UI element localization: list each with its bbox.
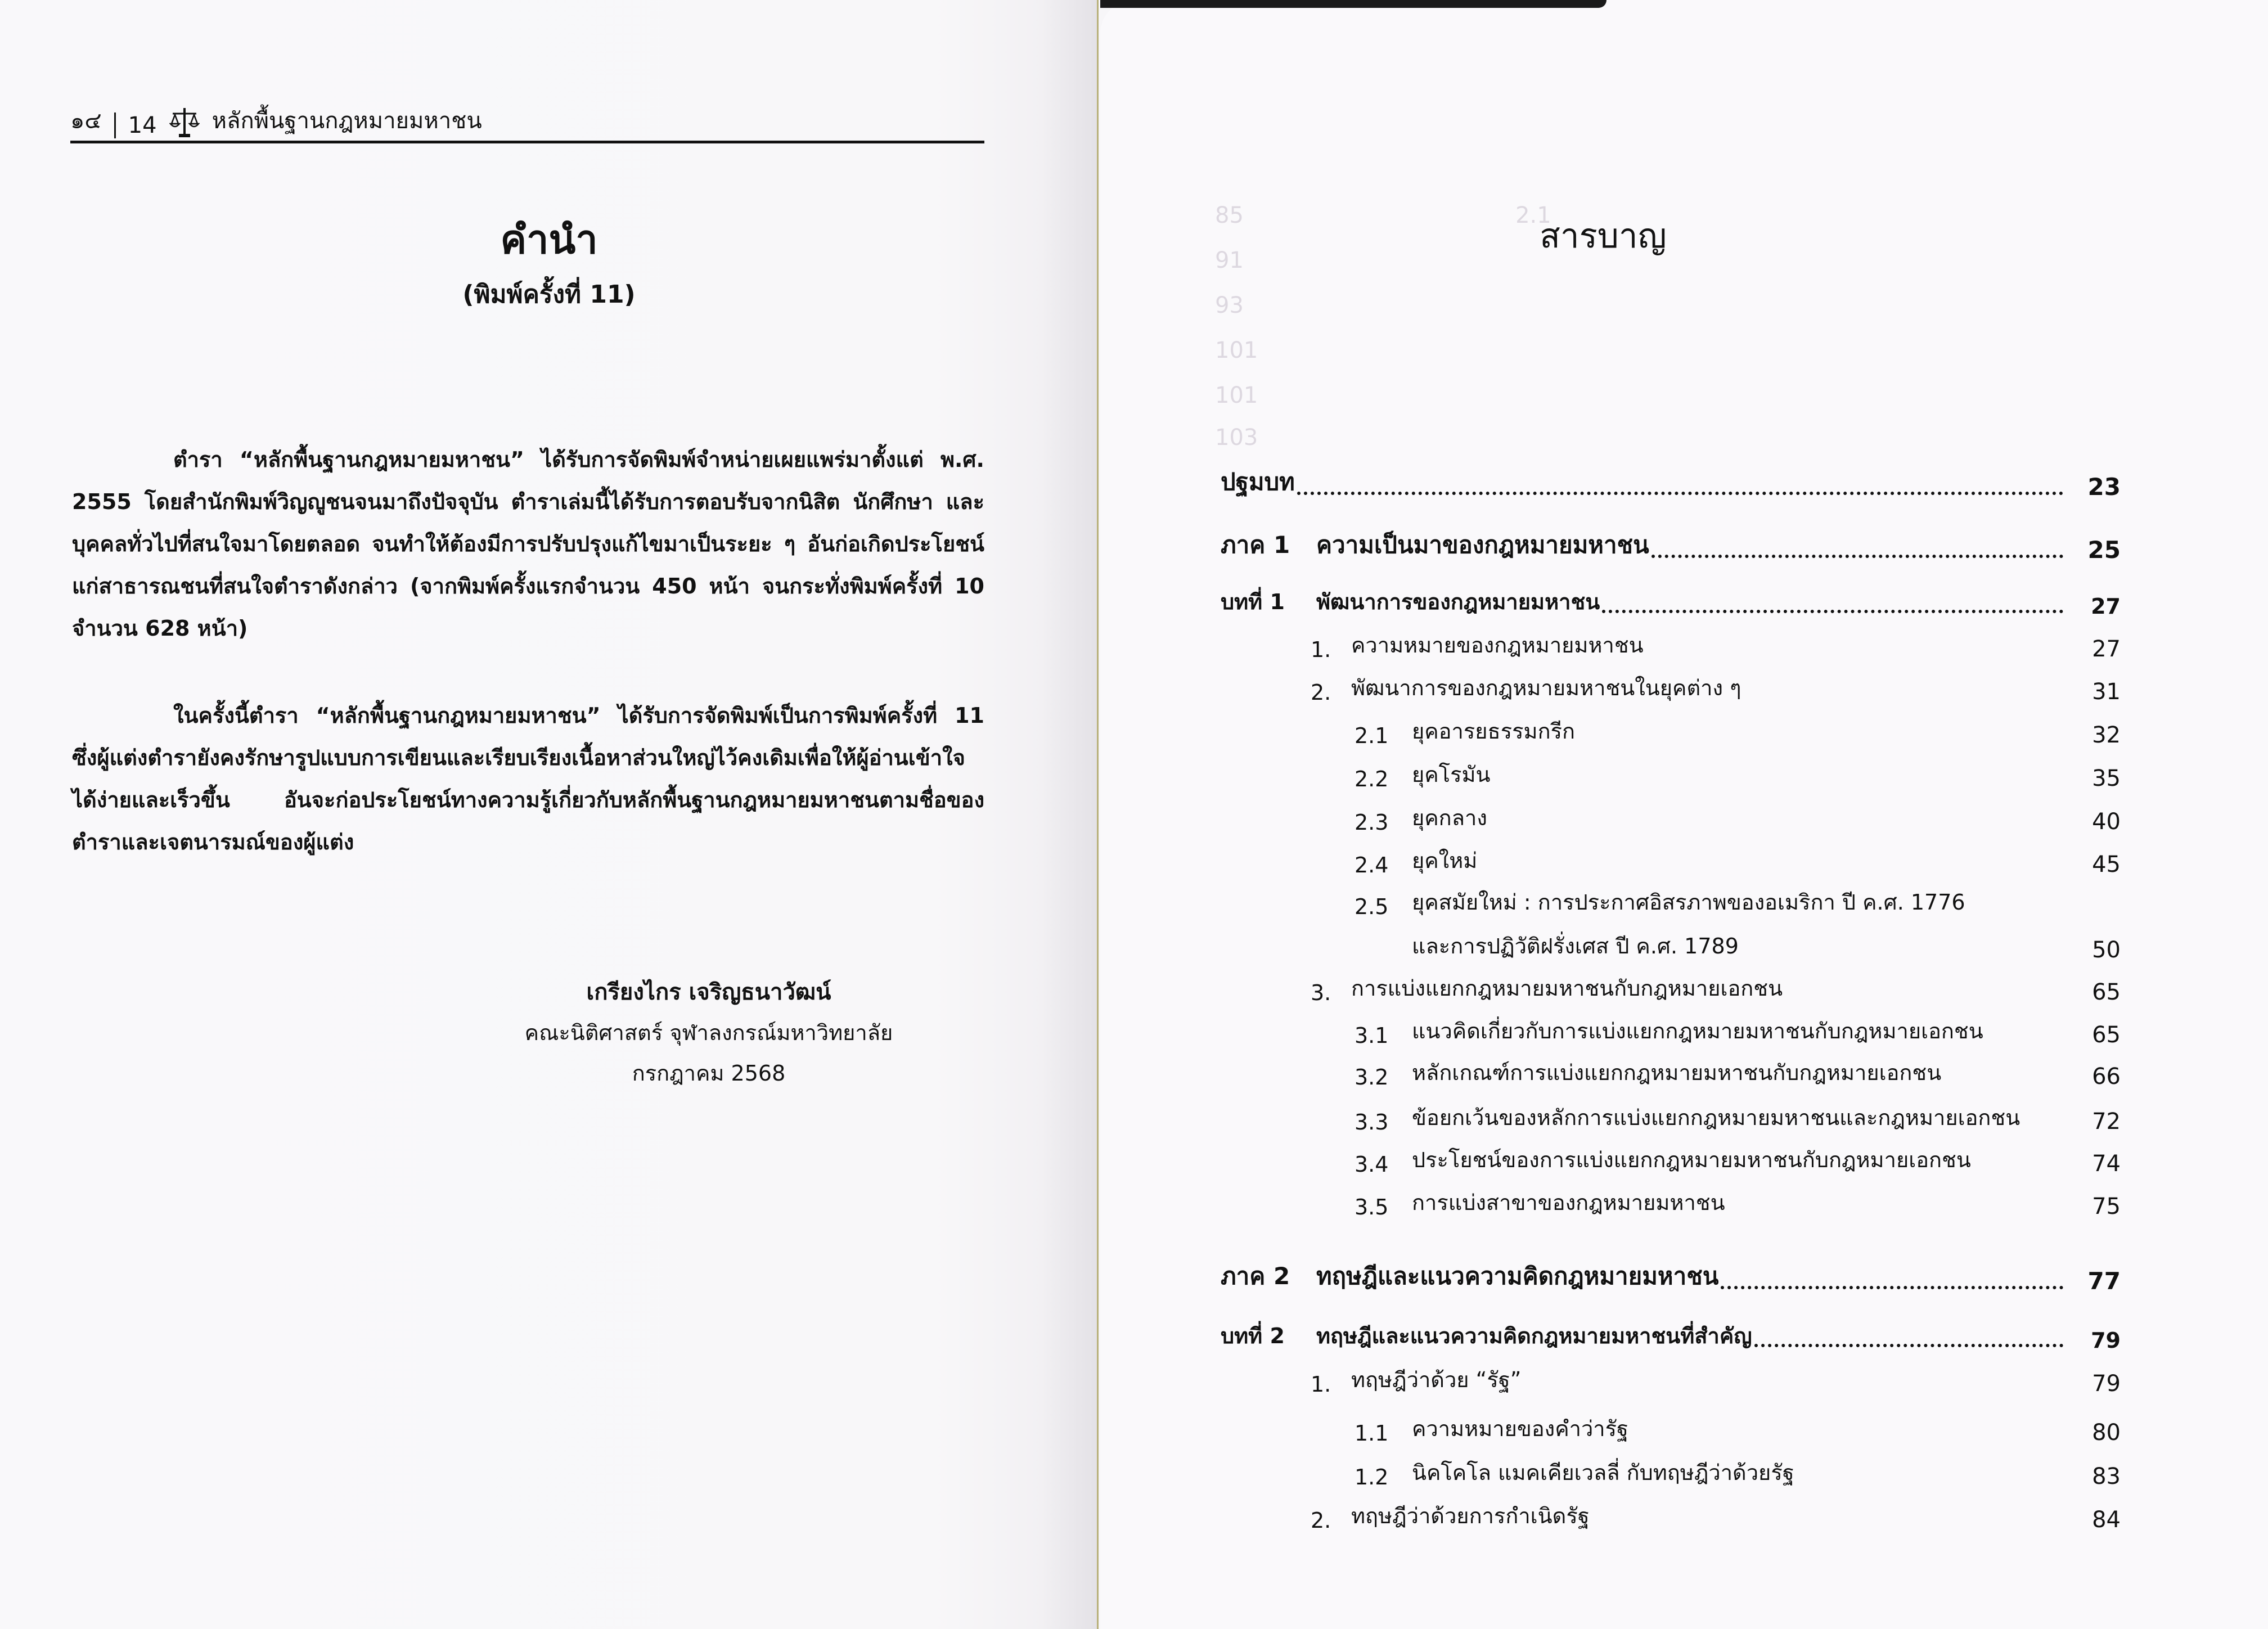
toc-entry-number: 1. (1311, 1372, 1331, 1397)
bleed-through-text: 101 (1215, 382, 1258, 408)
toc-entry-label: หลักเกณฑ์การแบ่งแยกกฎหมายมหาชนกับกฎหมายเอกชน (1412, 1060, 1942, 1085)
signature-block (495, 972, 922, 1094)
toc-entry (1221, 1363, 2121, 1397)
toc-page-number: 35 (2092, 766, 2121, 791)
toc-page-number: 74 (2092, 1151, 2121, 1177)
toc-entry-number: 2. (1311, 680, 1331, 705)
toc-entry-label: ข้อยกเว้นของหลักการแบ่งแยกกฎหมายมหาชนและกฎหมายเอกชน (1412, 1105, 2020, 1130)
dot-leader (1602, 610, 2063, 613)
toc-title: สารบาญ (1540, 217, 1667, 256)
toc-entry-label: ประโยชน์ของการแบ่งแยกกฎหมายมหาชนกับกฎหมายเอกชน (1412, 1148, 1971, 1172)
paragraph-text: ตำรา “หลักพื้นฐานกฎหมายมหาชน” ได้รับการจัดพิมพ์จำหน่ายเผยแพร่มาตั้งแต่ พ.ศ. 2555 โดยสำนักพิมพ์วิญญูชนจนมาถึงปัจจุบัน ตำราเล่มนี้ได้รับการตอบรับจากนิสิต นักศึกษา และบุคคลทั่วไปที่สนใจมาโดยตลอด จนทำให้ต้องมีการปรับปรุงแก้ไขมาเป็นระยะ ๆ อันก่อเกิดประโยชน์แก่สาธารณชนที่สนใจตำราดังกล่าว (จากพิมพ์ครั้งแรกจำนวน 450 หน้า จนกระทั่งพิมพ์ครั้งที่ 10 จำนวน 628 หน้า) (72, 447, 984, 641)
toc-entry (1221, 1014, 2121, 1048)
toc-entry-label: ความหมายของคำว่ารัฐ (1412, 1416, 1629, 1441)
toc-page-number: 45 (2092, 852, 2121, 878)
dot-leader (1754, 1344, 2063, 1347)
toc-entry (1221, 844, 2121, 878)
preface-date: กรกฎาคม 2568 (632, 1061, 786, 1086)
author-name: เกรียงไกร เจริญธนาวัฒน์ (586, 979, 831, 1005)
toc-entry (1221, 1101, 2121, 1135)
toc-page-number: 84 (2092, 1507, 2121, 1533)
toc-entry-label: การแบ่งแยกกฎหมายมหาชนกับกฎหมายเอกชน (1351, 976, 1783, 1001)
book-title: หลักพื้นฐานกฎหมายมหาชน (212, 108, 482, 134)
toc-page-number: 25 (2087, 536, 2121, 564)
toc-entry-number: 3.2 (1354, 1065, 1389, 1090)
toc-page-number: 23 (2087, 473, 2121, 501)
dot-leader (1297, 492, 2063, 495)
preface-paragraph-1 (72, 439, 984, 650)
toc-entry-label: ทฤษฎีและแนวความคิดกฎหมายมหาชน (1316, 1262, 1719, 1290)
dot-leader (1652, 555, 2063, 558)
toc-entry (1221, 628, 2121, 662)
toc-entry-label: และการปฏิวัติฝรั่งเศส ปี ค.ศ. 1789 (1412, 934, 1739, 958)
toc-entry-label: พัฒนาการของกฎหมายมหาชนในยุคต่าง ๆ (1351, 676, 1742, 700)
toc-entry (1221, 1261, 2121, 1295)
toc-page-number: 83 (2092, 1464, 2121, 1490)
bleed-through-text: 91 (1215, 248, 1244, 273)
toc-entry (1221, 929, 2121, 963)
toc-page-number: 27 (2091, 594, 2121, 619)
toc-entry (1221, 758, 2121, 791)
toc-entry-label: ความเป็นมาของกฎหมายมหาชน (1316, 531, 1649, 559)
toc-entry (1221, 1412, 2121, 1446)
toc-page-number: 50 (2092, 937, 2121, 963)
toc-entry-label: ปฐมบท (1221, 468, 1295, 496)
page-edge-shadow (1100, 0, 1606, 8)
paragraph-text: ในครั้งนี้ตำรา “หลักพื้นฐานกฎหมายมหาชน” ได้รับการจัดพิมพ์เป็นการพิมพ์ครั้งที่ 11 ซึ่งผู้แต่งตำรายังคงรักษารูปแบบการเขียนและเรียบเรียงเนื้อหาส่วนใหญ่ไว้คงเดิมเพื่อให้ผู้อ่านเข้าใจได้ง่ายและเร็วขึ้น อันจะก่อประโยชน์ทางความรู้เกี่ยวกับหลักพื้นฐานกฎหมายมหาชนตามชื่อของตำราและเจตนารมณ์ของผู้แต่ง (72, 703, 984, 854)
toc-entry (1221, 1319, 2121, 1353)
toc-entry (1221, 971, 2121, 1005)
header-separator (114, 112, 116, 138)
bleed-through-text: 103 (1215, 425, 1258, 451)
toc-entry-number: 2.3 (1354, 810, 1389, 835)
toc-entry (1221, 1456, 2121, 1490)
toc-entry-number: ภาค 2 (1221, 1262, 1290, 1290)
thai-page-number: ๑๔ (70, 108, 102, 134)
bleed-through-text: 93 (1215, 292, 1244, 318)
toc-entry-label: ทฤษฎีว่าด้วยการกำเนิดรัฐ (1351, 1504, 1590, 1528)
toc-entry (1221, 714, 2121, 748)
toc-entry-number: 2.5 (1354, 894, 1389, 919)
toc-page-number: 31 (2092, 679, 2121, 705)
toc-entry (1221, 530, 2121, 564)
toc-page-number: 77 (2087, 1267, 2121, 1295)
page-number: 14 (128, 112, 157, 138)
toc-page-number: 79 (2092, 1371, 2121, 1397)
toc-entry-label: ยุคอารยธรรมกรีก (1412, 719, 1576, 744)
toc-entry-number: 2.4 (1354, 853, 1389, 878)
toc-entry-number: บทที่ 1 (1221, 590, 1285, 614)
preface-title: คำนำ (500, 217, 598, 263)
toc-entry-label: ทฤษฎีว่าด้วย “รัฐ” (1351, 1367, 1522, 1392)
toc-entry (1221, 467, 2121, 501)
toc-page-number: 65 (2092, 979, 2121, 1005)
toc-entry-number: 3.4 (1354, 1152, 1389, 1177)
bleed-through-text: 85 2.1 (1215, 202, 1551, 228)
toc-entry-number: 1.2 (1354, 1465, 1389, 1490)
toc-entry-number: 3.5 (1354, 1195, 1389, 1220)
toc-entry (1221, 1186, 2121, 1220)
toc-entry-label: แนวคิดเกี่ยวกับการแบ่งแยกกฎหมายมหาชนกับกฎหมายเอกชน (1412, 1019, 1983, 1043)
toc-entry (1221, 1056, 2121, 1090)
toc-entry-number: 2. (1311, 1508, 1331, 1533)
running-header (70, 105, 984, 143)
toc-entry (1221, 671, 2121, 705)
toc-page-number: 75 (2092, 1194, 2121, 1220)
toc-entry-label: นิคโคโล แมคเคียเวลลี่ กับทฤษฎีว่าด้วยรัฐ (1412, 1460, 1794, 1485)
toc-entry-number: 3.1 (1354, 1023, 1389, 1048)
preface-subtitle: (พิมพ์ครั้งที่ 11) (462, 280, 636, 309)
toc-page-number: 66 (2092, 1064, 2121, 1090)
toc-page-number: 80 (2092, 1420, 2121, 1446)
toc-page-number: 40 (2092, 809, 2121, 835)
toc-page-number: 32 (2092, 722, 2121, 748)
toc-entry (1221, 885, 2121, 919)
toc-entry-number: 1. (1311, 637, 1331, 662)
toc-entry-number: 3.3 (1354, 1110, 1389, 1135)
toc-entry-label: พัฒนาการของกฎหมายมหาชน (1316, 590, 1600, 614)
toc-entry-label: ยุคกลาง (1412, 806, 1487, 830)
toc-entry-number: ภาค 1 (1221, 531, 1290, 559)
toc-entry-number: 2.2 (1354, 767, 1389, 791)
toc-entry-label: ยุคโรมัน (1412, 762, 1491, 787)
toc-entry-label: ยุคใหม่ (1412, 848, 1478, 873)
toc-page-number: 79 (2091, 1328, 2121, 1353)
toc-entry-number: บทที่ 2 (1221, 1324, 1285, 1348)
toc-entry-number: 3. (1311, 980, 1331, 1005)
toc-entry (1221, 585, 2121, 619)
toc-page-number: 65 (2092, 1022, 2121, 1048)
toc-entry (1221, 1499, 2121, 1533)
toc-entry-label: การแบ่งสาขาของกฎหมายมหาชน (1412, 1190, 1725, 1215)
toc-page-number: 27 (2092, 636, 2121, 662)
toc-entry-label: ความหมายของกฎหมายมหาชน (1351, 633, 1644, 658)
toc-entry (1221, 801, 2121, 835)
toc-page-number: 72 (2092, 1109, 2121, 1135)
toc-entry (1221, 1143, 2121, 1177)
scales-of-justice-icon (169, 107, 200, 138)
author-organization: คณะนิติศาสตร์ จุฬาลงกรณ์มหาวิทยาลัย (524, 1020, 893, 1045)
toc-entry-number: 2.1 (1354, 723, 1389, 748)
dot-leader (1721, 1286, 2063, 1289)
toc-entry-label: ยุคสมัยใหม่ : การประกาศอิสรภาพของอเมริกา ปี ค.ศ. 1776 (1412, 890, 1965, 915)
toc-entry-label: ทฤษฎีและแนวความคิดกฎหมายมหาชนที่สำคัญ (1316, 1324, 1752, 1348)
preface-paragraph-2 (72, 695, 984, 863)
toc-entry-number: 1.1 (1354, 1421, 1389, 1446)
bleed-through-text: 101 (1215, 338, 1258, 363)
